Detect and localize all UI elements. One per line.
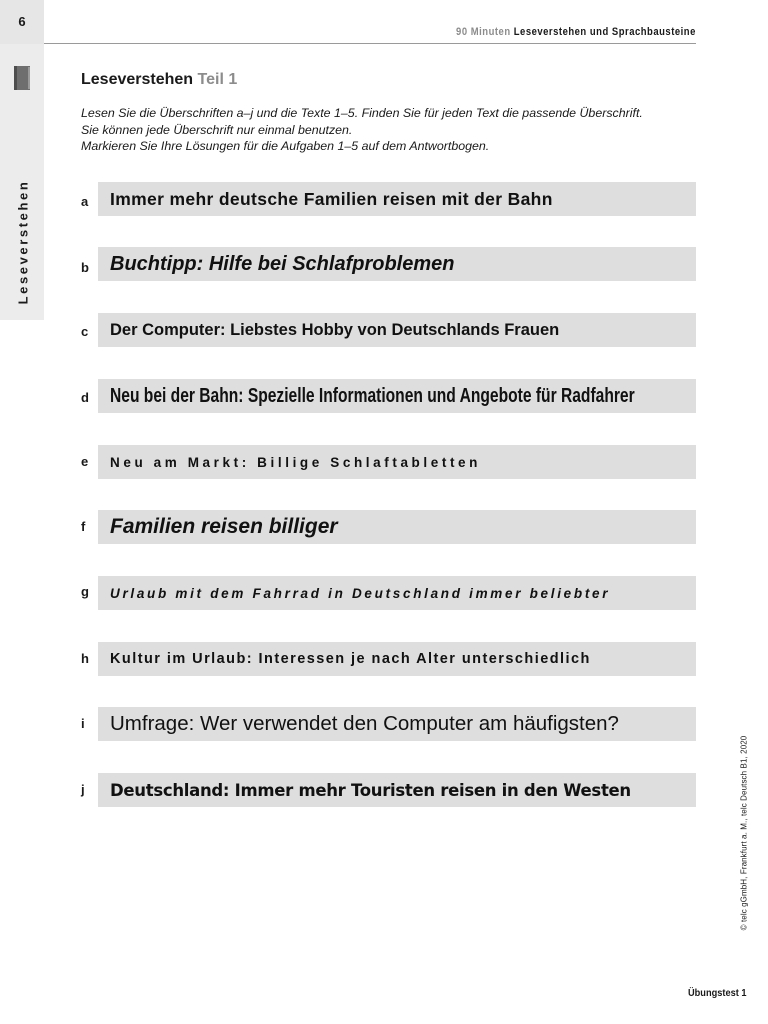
header-section: Leseverstehen und Sprachbausteine xyxy=(513,26,696,38)
heading-letter: e xyxy=(81,454,89,469)
heading-letter: h xyxy=(81,651,89,666)
heading-item-b xyxy=(0,247,768,281)
page-title xyxy=(81,71,237,89)
heading-bar xyxy=(98,773,696,807)
heading-letter: g xyxy=(81,584,89,599)
heading-text: Urlaub mit dem Fahrrad in Deutschland immer beliebter xyxy=(110,585,611,601)
heading-text: Der Computer: Liebstes Hobby von Deutschlands Frauen xyxy=(110,320,560,339)
heading-bar xyxy=(98,642,696,676)
heading-item-d xyxy=(0,379,768,413)
heading-item-a xyxy=(0,182,768,216)
heading-item-j xyxy=(0,773,768,807)
heading-item-f xyxy=(0,510,768,544)
heading-letter: d xyxy=(81,390,89,405)
book-icon xyxy=(13,65,31,91)
heading-letter: c xyxy=(81,324,89,339)
footer-label: Übungstest 1 xyxy=(688,987,747,999)
heading-item-c xyxy=(0,313,768,347)
heading-bar xyxy=(98,379,696,413)
heading-item-i xyxy=(0,707,768,741)
heading-letter: f xyxy=(81,519,86,534)
header-divider xyxy=(44,43,696,44)
heading-text: Familien reisen billiger xyxy=(110,515,338,538)
side-tab-label: Leseverstehen xyxy=(15,179,31,305)
heading-bar xyxy=(98,510,696,544)
copyright-notice: © telc gGmbH, Frankfurt a. M., telc Deutsch B1, 2020 xyxy=(739,735,749,931)
instruction-line: Sie können jede Überschrift nur einmal benutzen. xyxy=(81,122,353,137)
title-part: Teil 1 xyxy=(197,71,238,88)
heading-bar xyxy=(98,445,696,479)
heading-bar xyxy=(98,247,696,281)
page-number: 6 xyxy=(0,0,44,44)
heading-text: Immer mehr deutsche Familien reisen mit der Bahn xyxy=(110,188,553,209)
instruction-line: Markieren Sie Ihre Lösungen für die Aufgaben 1–5 auf dem Antwortbogen. xyxy=(81,139,490,153)
heading-bar xyxy=(98,313,696,347)
instruction-line: Lesen Sie die Überschriften a–j und die Texte 1–5. Finden Sie für jeden Text die passende Überschrift. xyxy=(81,106,643,120)
heading-text: Deutschland: Immer mehr Touristen reisen in den Westen xyxy=(110,780,631,800)
heading-bar xyxy=(98,707,696,741)
heading-bar xyxy=(98,576,696,610)
heading-bar xyxy=(98,182,696,216)
heading-letter: a xyxy=(81,194,89,209)
running-header xyxy=(456,26,696,38)
heading-letter: i xyxy=(81,716,85,731)
heading-item-g xyxy=(0,576,768,610)
heading-item-e xyxy=(0,445,768,479)
heading-item-h xyxy=(0,642,768,676)
heading-letter: b xyxy=(81,260,89,275)
heading-text: Neu am Markt: Billige Schlaftabletten xyxy=(110,454,481,470)
title-main: Leseverstehen xyxy=(81,71,194,88)
instructions xyxy=(81,105,701,155)
heading-text: Neu bei der Bahn: Spezielle Informationen und Angebote für Radfahrer xyxy=(110,384,635,407)
heading-text: Buchtipp: Hilfe bei Schlafproblemen xyxy=(110,252,455,275)
heading-text: Kultur im Urlaub: Interessen je nach Alter unterschiedlich xyxy=(110,651,591,667)
heading-text: Umfrage: Wer verwendet den Computer am häufigsten? xyxy=(110,712,619,735)
header-minutes: 90 Minuten xyxy=(456,26,511,38)
heading-letter: j xyxy=(81,782,85,797)
